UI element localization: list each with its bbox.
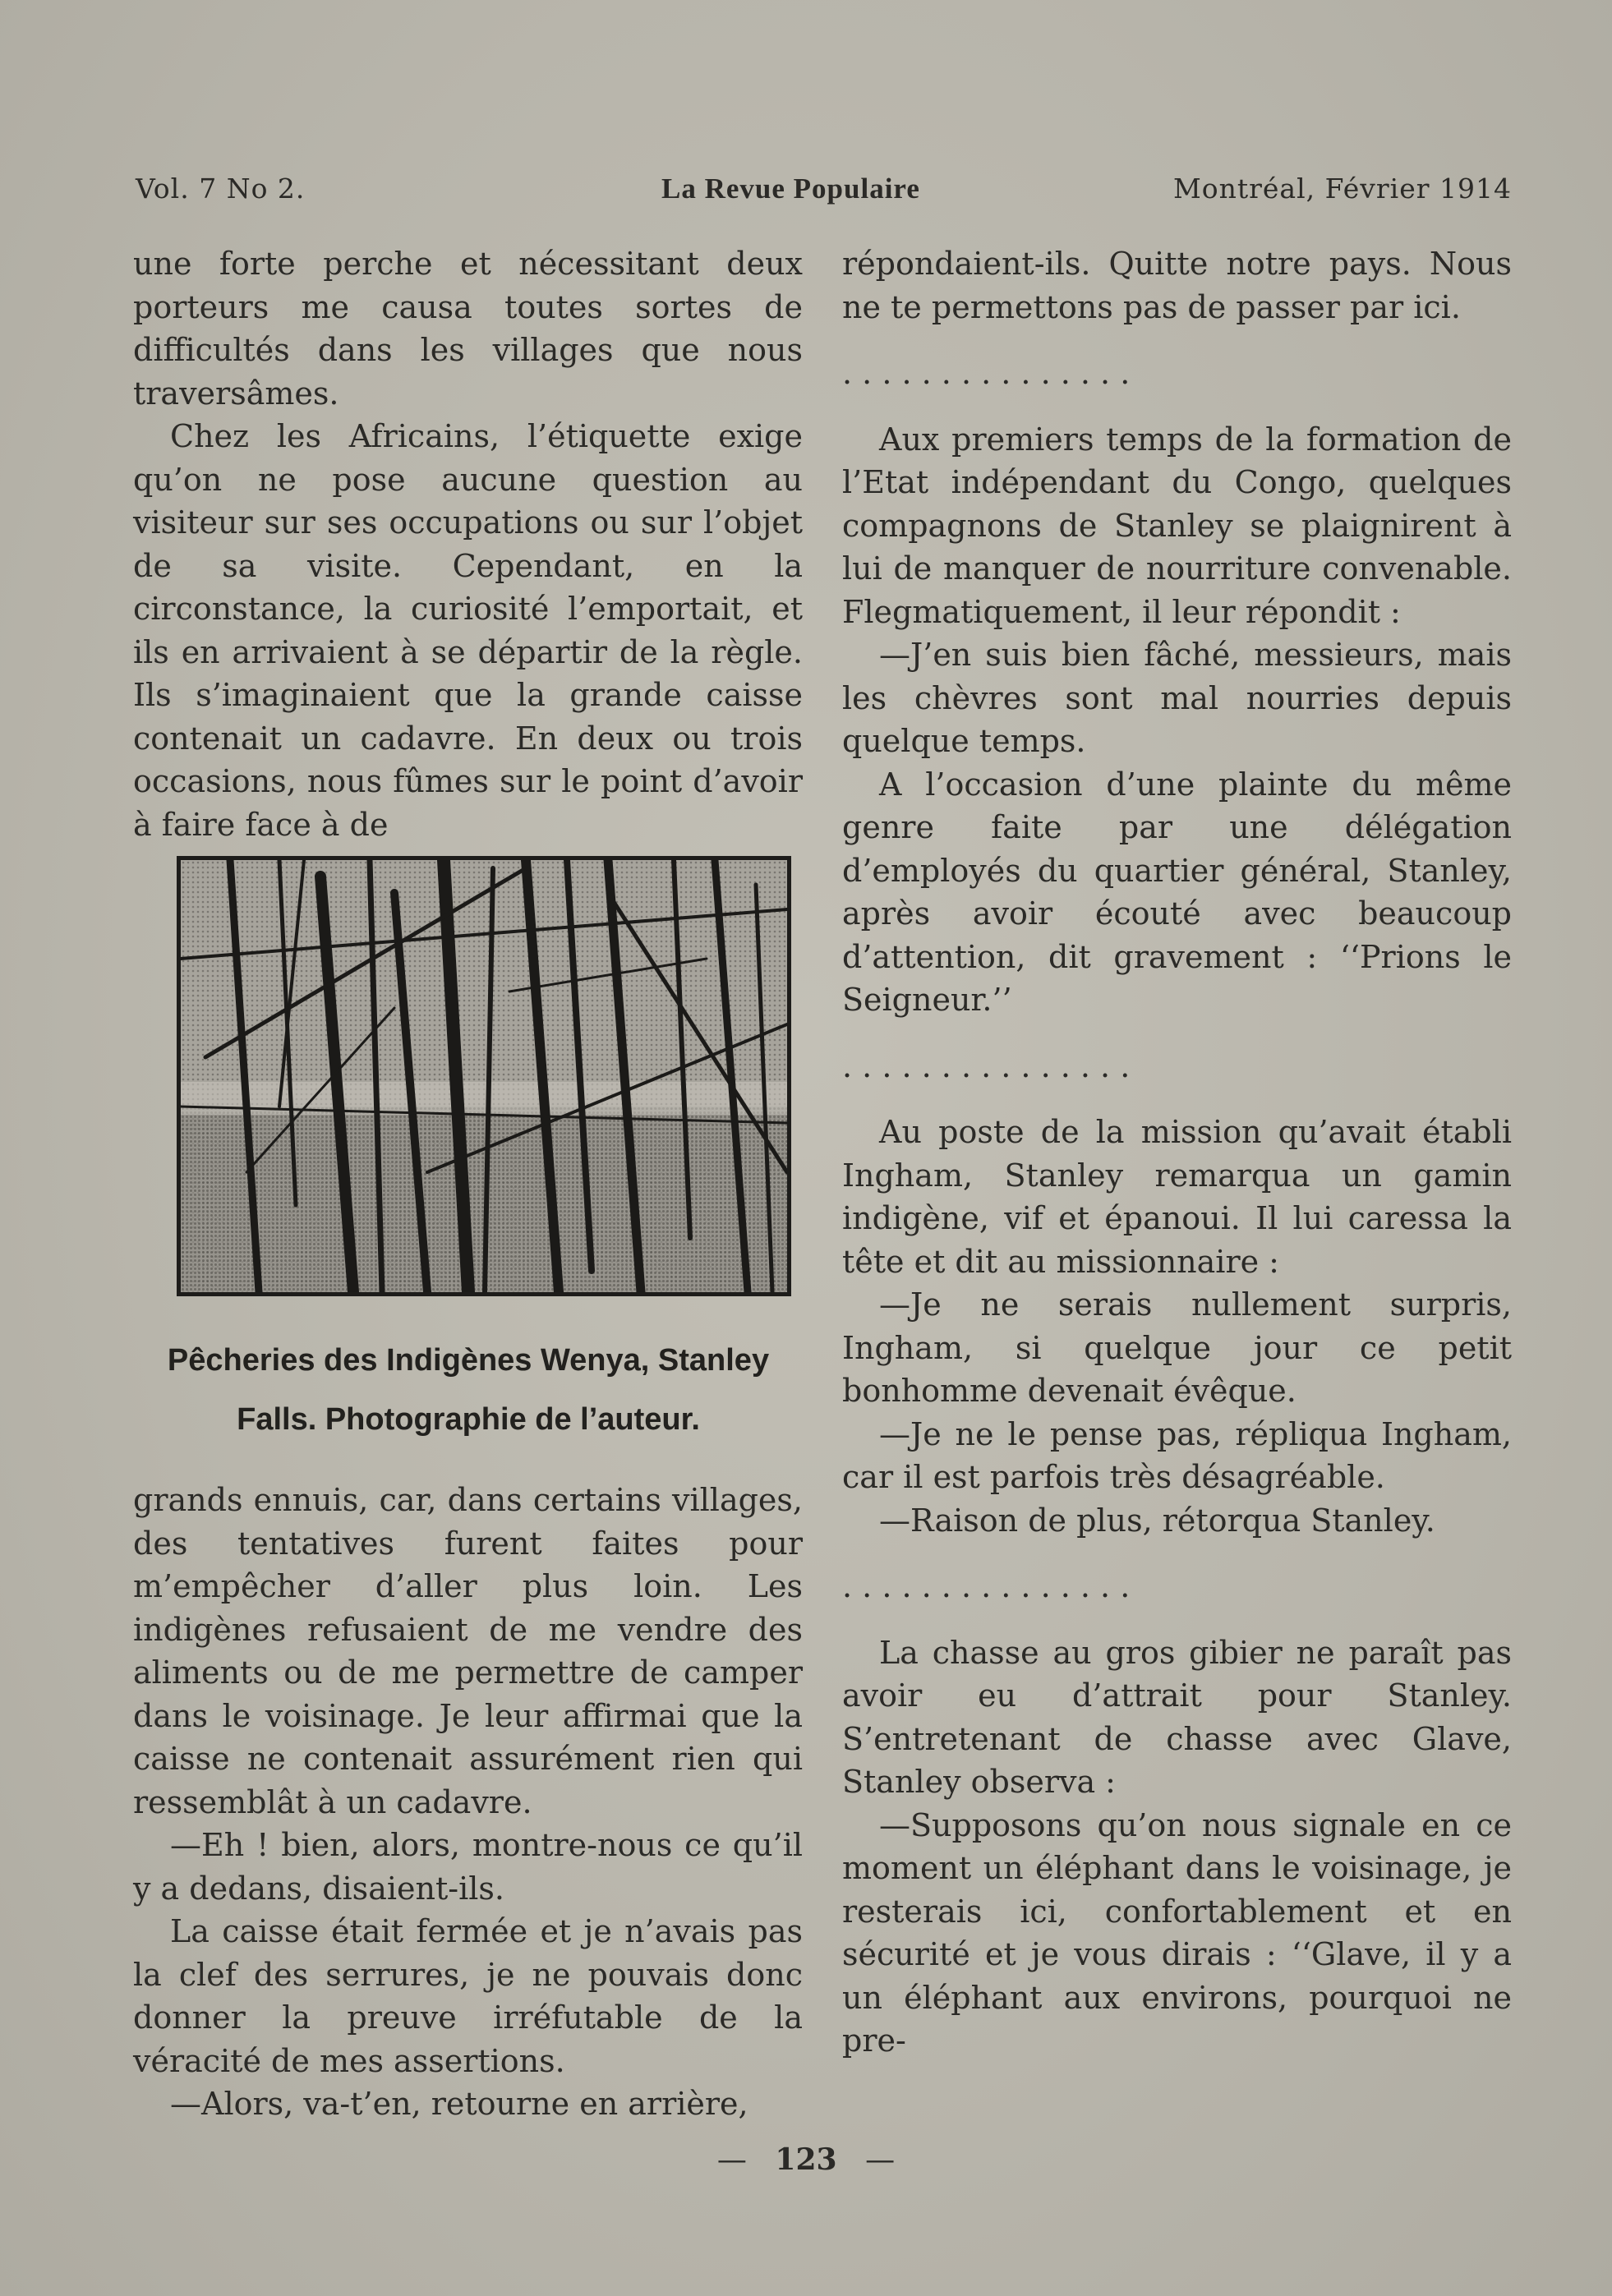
left-column-bottom [133, 1479, 803, 2126]
paragraph: —Supposons qu’on nous signale en ce moment un éléphant dans le voisinage, je resterais ici, confortablement et en sécurité et je vous dirais : ‘‘Glave, il y a un éléphant aux environs, pourquoi ne pre- [842, 1806, 1512, 2059]
photograph-fisheries [177, 856, 791, 1296]
fishing-poles-illustration [181, 860, 787, 1292]
paragraph: —Eh ! bien, alors, montre-nous ce qu’il y a dedans, disaient-ils. [133, 1827, 803, 1907]
caption-line: Pêcheries des Indigènes Wenya, Stanley [167, 1343, 770, 1378]
paragraph: —Raison de plus, rétorqua Stanley. [879, 1502, 1435, 1539]
paragraph: La chasse au gros gibier ne paraît pas avoir eu d’attrait pour Stanley. S’entretenant de chasse avec Glave, Stanley observa : [842, 1634, 1512, 1800]
paragraph: Chez les Africains, l’étiquette exige qu’on ne pose aucune question au visiteur sur ses occupations ou sur l’objet de sa visite. Cependant, en la circonstance, la curiosité l’emportait, et ils en arrivaient à se départir de la règle. Ils s’imaginaient que la grande caisse contenait un cadavre. En deux ou trois occasions, nous fûmes sur le point d’avoir à faire face à de [133, 418, 803, 843]
section-separator: . . . . . . . . . . . . . . . [842, 1047, 1131, 1084]
section-separator: . . . . . . . . . . . . . . . [842, 355, 1131, 391]
paragraph: grands ennuis, car, dans certains villages, des tentatives furent faites pour m’empêcher d’aller plus loin. Les indigènes refusaient de me vendre des aliments ou de me permettre de camper dans le voisinage. Je leur affirmai que la caisse ne contenait assurément rien qui ressemblât à un cadavre. [133, 1482, 803, 1820]
publication-title: La Revue Populaire [661, 173, 920, 205]
paragraph: La caisse était fermée et je n’avais pas la clef des serrures, je ne pouvais donc donner la preuve irréfutable de la véracité de mes assertions. [133, 1913, 803, 2079]
section-separator: . . . . . . . . . . . . . . . [842, 1568, 1131, 1604]
paragraph: une forte perche et nécessitant deux porteurs me causa toutes sortes de difficultés dans les villages que nous traversâmes. [133, 246, 803, 412]
page-number: 123 [775, 2142, 837, 2177]
paragraph: —Je ne le pense pas, répliqua Ingham, car il est parfois très désagréable. [842, 1415, 1512, 1495]
paragraph: Aux premiers temps de la formation de l’Etat indépendant du Congo, quelques compagnons de Stanley se plaignirent à lui de manquer de nourriture convenable. Flegmatiquement, il leur répondit : [842, 421, 1512, 630]
footer-dash: — [716, 2143, 747, 2177]
page-footer [0, 2142, 1612, 2177]
paragraph: répondaient-ils. Quitte notre pays. Nous ne te permettons pas de passer par ici. [842, 246, 1512, 325]
volume-number: Vol. 7 No 2. [136, 173, 306, 205]
footer-dash: — [865, 2143, 896, 2177]
paragraph: —J’en suis bien fâché, messieurs, mais les chèvres sont mal nourries depuis quelque temps. [842, 637, 1512, 759]
running-header [136, 173, 1512, 209]
paragraph: A l’occasion d’une plainte du même genre faite par une délégation d’employés du quartier général, Stanley, après avoir écouté avec beaucoup d’attention, dit gravement : ‘‘Prions le Seigneur.’’ [842, 766, 1512, 1018]
right-column [842, 242, 1512, 2063]
left-column-top [133, 242, 803, 846]
paragraph: Au poste de la mission qu’avait établi Ingham, Stanley remarqua un gamin indigène, vif et épanoui. Il lui caressa la tête et dit au missionnaire : [842, 1114, 1512, 1280]
paragraph: —Alors, va-t’en, retourne en arrière, [170, 2086, 748, 2122]
photo-caption [123, 1331, 813, 1449]
place-date: Montréal, Février 1914 [1172, 173, 1512, 205]
paragraph: —Je ne serais nullement surpris, Ingham, si quelque jour ce petit bonhomme devenait évêque. [842, 1286, 1512, 1409]
caption-line: Falls. Photographie de l’auteur. [237, 1402, 700, 1437]
